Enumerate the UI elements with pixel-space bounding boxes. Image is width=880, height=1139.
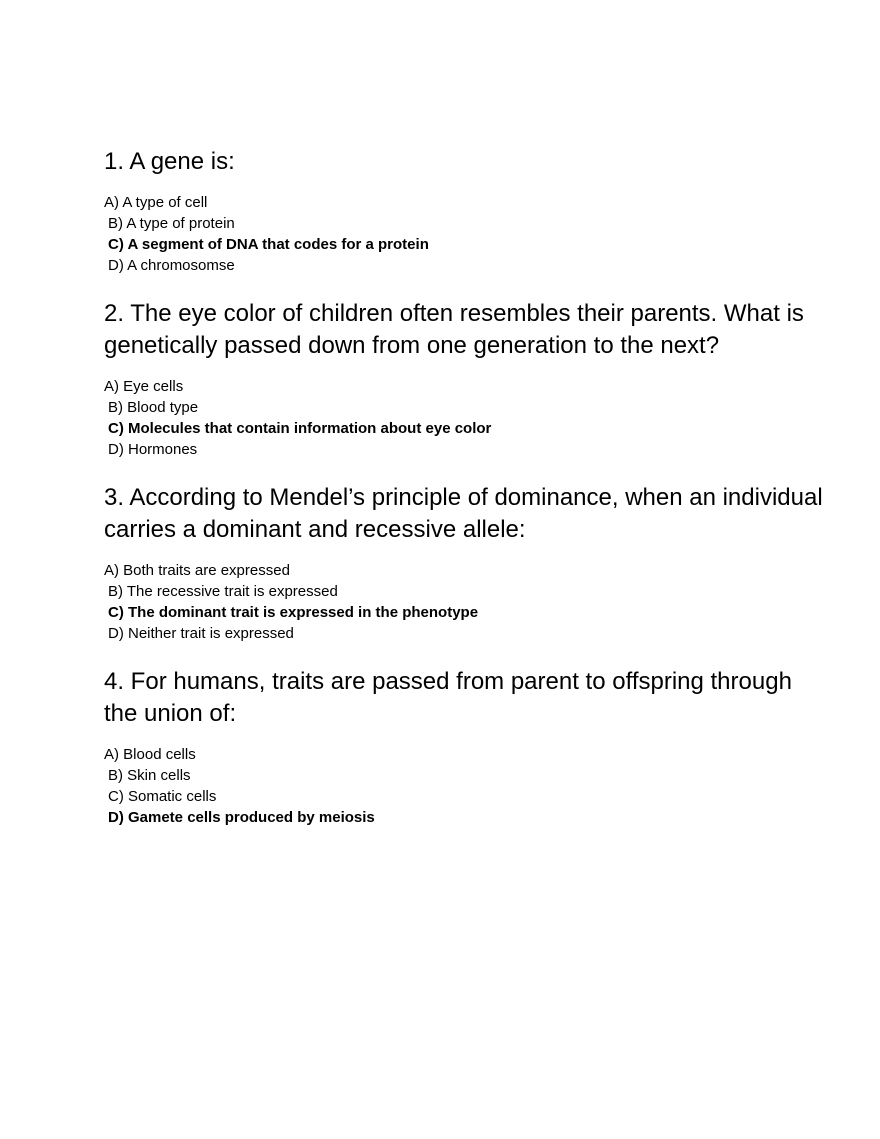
option-c-correct: C) A segment of DNA that codes for a protein <box>108 236 429 253</box>
option-d-correct: D) Gamete cells produced by meiosis <box>108 809 375 826</box>
question-text: 4. For humans, traits are passed from parent to offspring through the union of: <box>104 668 792 727</box>
option-a: A) Both traits are expressed <box>104 562 290 579</box>
answer-options <box>104 192 824 276</box>
option-b: B) Blood type <box>108 399 199 416</box>
option-c-correct: C) Molecules that contain information about eye color <box>108 420 492 437</box>
answer-options <box>104 376 824 460</box>
question-text: 2. The eye color of children often resembles their parents. What is genetically passed down from one generation to the next? <box>104 300 804 359</box>
question-3 <box>104 482 824 644</box>
answer-options <box>104 560 824 644</box>
option-d: D) Hormones <box>108 441 198 458</box>
answer-options <box>104 744 824 828</box>
option-a: A) Blood cells <box>104 746 196 763</box>
question-1 <box>104 146 824 276</box>
option-d: D) Neither trait is expressed <box>108 625 294 642</box>
quiz-content <box>104 146 824 828</box>
question-text: 3. According to Mendel’s principle of dominance, when an individual carries a dominant and recessive allele: <box>104 484 823 543</box>
question-2 <box>104 298 824 460</box>
question-text: 1. A gene is: <box>104 148 235 175</box>
option-c: C) Somatic cells <box>108 788 217 805</box>
option-b: B) Skin cells <box>108 767 191 784</box>
option-a: A) A type of cell <box>104 194 208 211</box>
option-c-correct: C) The dominant trait is expressed in the phenotype <box>108 604 479 621</box>
option-b: B) The recessive trait is expressed <box>108 583 338 600</box>
option-d: D) A chromosomse <box>108 257 235 274</box>
option-b: B) A type of protein <box>108 215 235 232</box>
question-4 <box>104 666 824 828</box>
option-a: A) Eye cells <box>104 378 184 395</box>
